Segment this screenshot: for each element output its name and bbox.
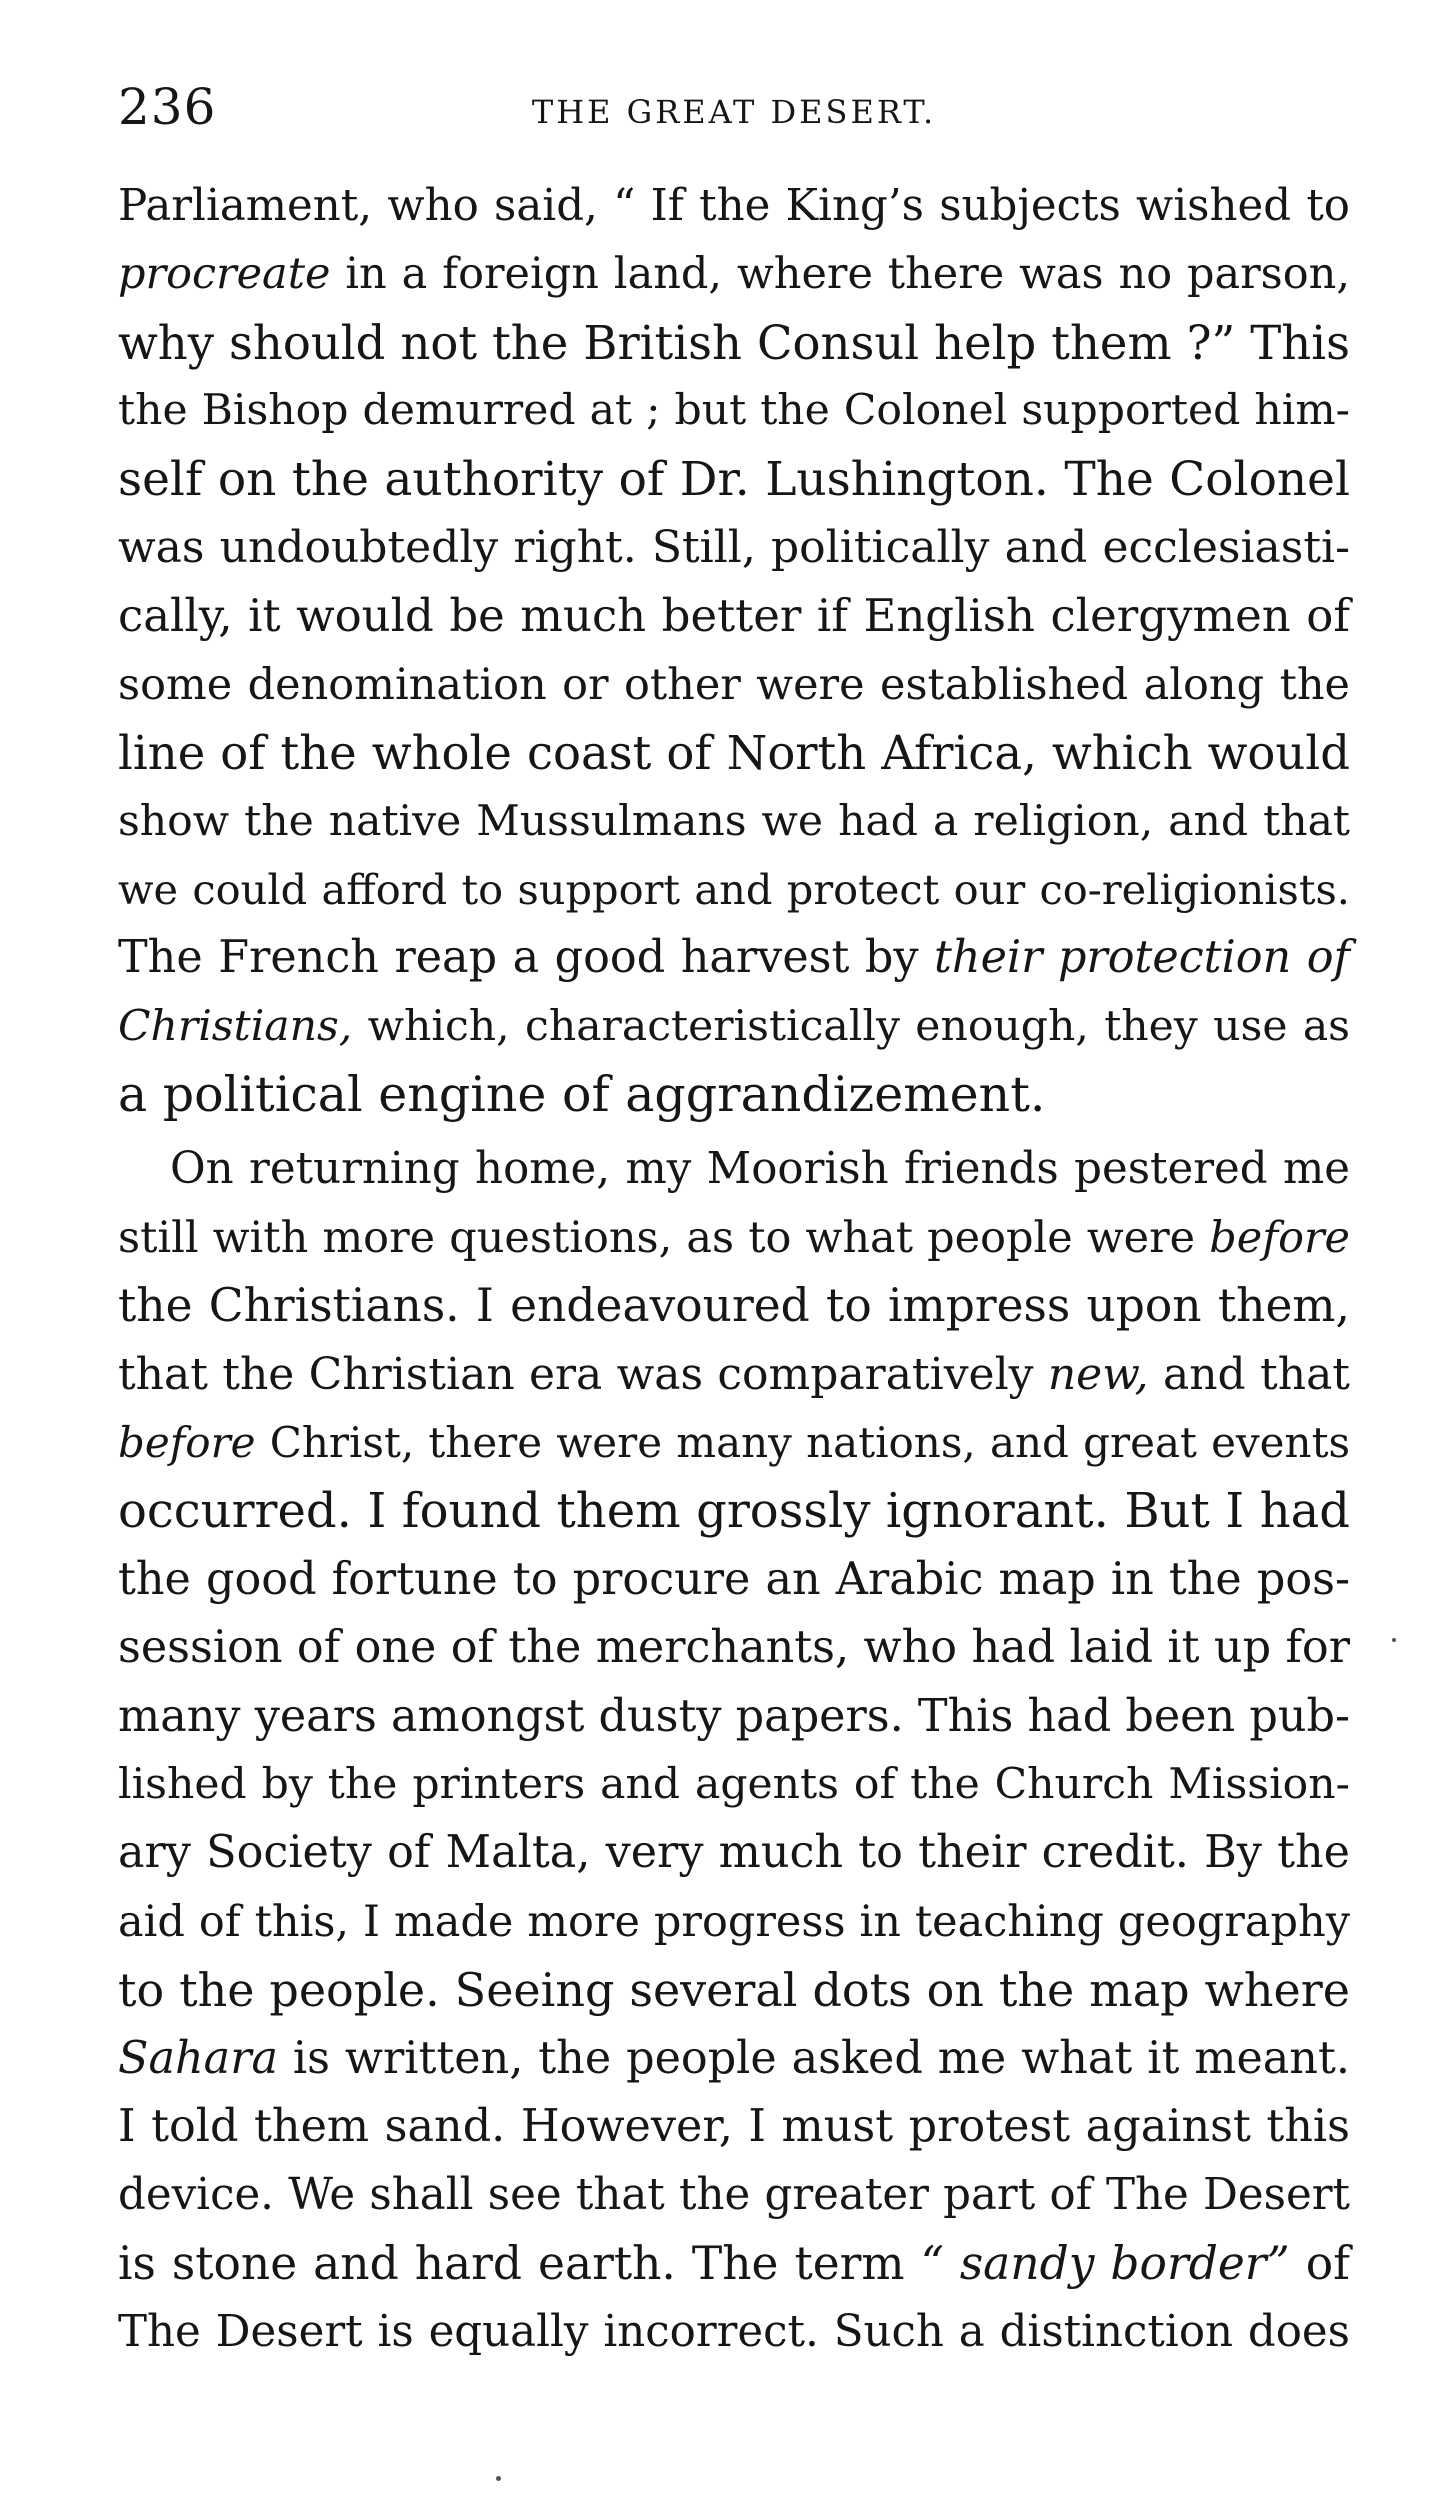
text-line: self on the authority of Dr. Lushington. The Colonel — [118, 451, 1350, 507]
italic-text: Sahara — [118, 2032, 279, 2084]
text-line: is stone and hard earth. The term “ sandy border” of — [118, 2236, 1350, 2290]
italic-text: procreate — [118, 249, 331, 300]
text-line: The French reap a good harvest by their protection of — [118, 932, 1350, 984]
paragraph-2 — [118, 1135, 1350, 2366]
running-title: THE GREAT DESERT. — [531, 93, 937, 131]
text-line: On returning home, my Moorish friends pestered me — [170, 1144, 1350, 1195]
text-line: still with more questions, as to what people were before — [118, 1212, 1350, 1263]
text-line: Parliament, who said, “ If the King’s subjects wished to — [118, 181, 1350, 231]
body-text — [118, 172, 1350, 2367]
text-line: that the Christian era was comparatively new, and that — [118, 1348, 1350, 1400]
text-line: to the people. Seeing several dots on the map where — [118, 1963, 1350, 2018]
text-line: we could afford to support and protect our co-religionists. — [118, 864, 1350, 914]
italic-text: before — [1209, 1212, 1350, 1263]
text-line: the good fortune to procure an Arabic map in the pos- — [118, 1553, 1350, 1605]
text-line: procreate in a foreign land, where there was no parson, — [118, 249, 1350, 300]
text-line: before Christ, there were many nations, and great events — [118, 1418, 1350, 1468]
text-line: Christians, which, characteristically enough, they use as — [118, 1001, 1350, 1051]
italic-text: their protection of — [934, 932, 1350, 984]
text-line: line of the whole coast of North Africa, which would — [118, 726, 1350, 781]
text-line: the Christians. I endeavoured to impress upon them, — [118, 1279, 1350, 1333]
text-line: lished by the printers and agents of the Church Mission- — [118, 1759, 1350, 1809]
page-number: 236 — [118, 78, 217, 136]
paragraph-1 — [118, 172, 1350, 1129]
text-line: aid of this, I made more progress in teaching geography — [118, 1896, 1350, 1947]
running-head — [118, 72, 1350, 142]
text-line: occurred. I found them grossly ignorant. But I had — [118, 1483, 1350, 1540]
italic-text: new, — [1047, 1348, 1149, 1400]
italic-text: “ sandy border” — [920, 2236, 1290, 2290]
text-line: device. We shall see that the greater part of The Desert — [118, 2170, 1350, 2221]
text-line: The Desert is equally incorrect. Such a distinction does — [118, 2307, 1350, 2358]
print-speck — [1392, 1638, 1396, 1642]
text-line: I told them sand. However, I must protest against this — [118, 2100, 1350, 2152]
text-line: was undoubtedly right. Still, politically and ecclesiasti- — [118, 521, 1350, 573]
text-line: session of one of the merchants, who had laid it up for — [118, 1622, 1350, 1674]
text-line: Sahara is written, the people asked me what it meant. — [118, 2032, 1350, 2084]
text-line: show the native Mussulmans we had a religion, and that — [118, 796, 1350, 846]
text-line: a political engine of aggrandizement. — [118, 1066, 1046, 1124]
text-line: the Bishop demurred at ; but the Colonel supported him- — [118, 386, 1350, 436]
text-line: ary Society of Malta, very much to their credit. By the — [118, 1827, 1350, 1879]
italic-text: before — [118, 1418, 256, 1468]
italic-text: Christians, — [118, 1001, 353, 1051]
text-line: some denomination or other were established along the — [118, 659, 1350, 710]
text-line: why should not the British Consul help them ?” This — [118, 315, 1350, 370]
text-line: cally, it would be much better if English clergymen of — [118, 589, 1350, 643]
print-speck — [496, 2476, 501, 2481]
text-line: many years amongst dusty papers. This had been pub- — [118, 1690, 1350, 1742]
